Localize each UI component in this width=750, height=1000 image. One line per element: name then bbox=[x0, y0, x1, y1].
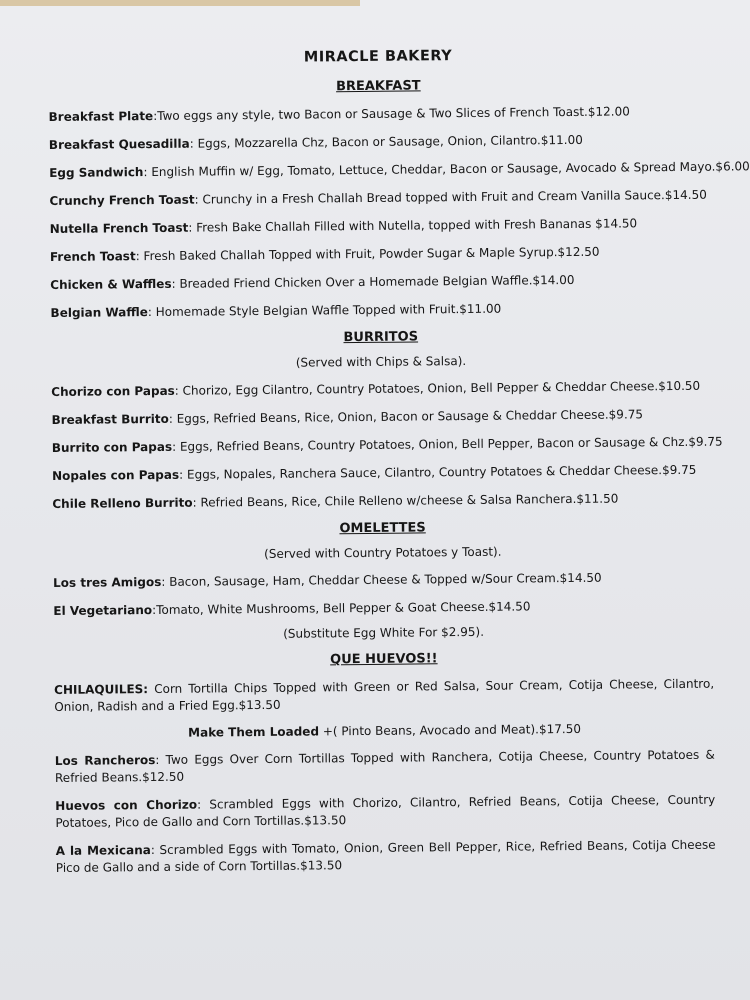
menu-item bbox=[51, 434, 723, 457]
item-name: French Toast bbox=[49, 249, 136, 264]
item-description: : Bacon, Sausage, Ham, Cheddar Cheese & Topped w/Sour Cream.$14.50 bbox=[161, 570, 602, 589]
section-heading-que-huevos: QUE HUEVOS!! bbox=[330, 651, 438, 668]
item-name: Breakfast Burrito bbox=[51, 411, 169, 427]
item-name: CHILAQUILES: bbox=[54, 682, 149, 697]
item-name: Nutella French Toast bbox=[49, 220, 189, 236]
section-note-burritos: (Served with Chips & Salsa). bbox=[295, 354, 467, 370]
menu-item bbox=[51, 406, 711, 429]
item-description: : English Muffin w/ Egg, Tomato, Lettuce, Cheddar, Bacon or Sausage, Avocado & Spread Mayo.$6.00 bbox=[143, 159, 750, 180]
item-name: Chile Relleno Burrito bbox=[52, 495, 193, 511]
section-heading-burritos: BURRITOS bbox=[343, 329, 419, 346]
menu-item bbox=[53, 569, 713, 592]
item-name: Burrito con Papas bbox=[51, 439, 173, 455]
item-description: : Eggs, Nopales, Ranchera Sauce, Cilantro, Country Potatoes & Cheddar Cheese.$9.75 bbox=[179, 462, 697, 482]
menu-item bbox=[55, 792, 715, 832]
item-description: : Eggs, Refried Beans, Rice, Onion, Bacon or Sausage & Cheddar Cheese.$9.75 bbox=[168, 407, 644, 426]
section-heading-omelettes: OMELETTES bbox=[339, 520, 426, 537]
item-name: Breakfast Quesadilla bbox=[48, 136, 190, 152]
item-description: :Tomato, White Mushrooms, Bell Pepper & Goat Cheese.$14.50 bbox=[152, 599, 531, 618]
menu-item bbox=[49, 131, 709, 154]
item-name: Huevos con Chorizo bbox=[55, 797, 198, 813]
item-description: : Two Eggs Over Corn Tortillas Topped with Ranchera, Cotija Cheese, Country Potatoes & Refried Beans.$12.50 bbox=[54, 747, 715, 785]
item-description: : Chorizo, Egg Cilantro, Country Potatoes, Onion, Bell Pepper & Cheddar Cheese.$10.50 bbox=[174, 378, 701, 398]
item-name: Crunchy French Toast bbox=[49, 192, 195, 208]
omelettes-footnote: (Substitute Egg White For $2.95). bbox=[283, 624, 485, 641]
menu-item bbox=[49, 187, 709, 210]
menu-item bbox=[49, 103, 709, 126]
item-description: : Breaded Friend Chicken Over a Homemade Belgian Waffle.$14.00 bbox=[171, 272, 575, 291]
section-note-omelettes: (Served with Country Potatoes y Toast). bbox=[264, 544, 502, 561]
item-description: : Homemade Style Belgian Waffle Topped with Fruit.$11.00 bbox=[147, 301, 502, 320]
section-heading-breakfast: BREAKFAST bbox=[335, 78, 421, 95]
menu-title: MIRACLE BAKERY bbox=[303, 48, 453, 66]
menu-item bbox=[50, 215, 710, 238]
item-name: Breakfast Plate bbox=[48, 108, 154, 124]
menu-item bbox=[52, 462, 712, 485]
item-description: : Scrambled Eggs with Chorizo, Cilantro, Refried Beans, Cotija Cheese, Country Potatoes, Pico de Gallo and Corn Tortillas.$13.50 bbox=[55, 792, 716, 830]
menu-item bbox=[53, 597, 713, 620]
table-edge bbox=[0, 0, 360, 6]
item-name: Belgian Waffle bbox=[50, 305, 148, 320]
item-description: +( Pinto Beans, Avocado and Meat).$17.50 bbox=[318, 721, 581, 739]
item-name: Los Rancheros bbox=[54, 753, 156, 768]
item-name: Nopales con Papas bbox=[52, 467, 180, 483]
item-description: :Two eggs any style, two Bacon or Sausage & Two Slices of French Toast.$12.00 bbox=[153, 104, 630, 123]
menu-item bbox=[51, 378, 711, 401]
menu-item bbox=[56, 837, 716, 877]
menu-content bbox=[48, 46, 750, 888]
menu-item bbox=[50, 299, 710, 322]
item-description: : Eggs, Mozzarella Chz, Bacon or Sausage, Onion, Cilantro.$11.00 bbox=[189, 132, 583, 151]
menu-item bbox=[50, 271, 710, 294]
item-description: Corn Tortilla Chips Topped with Green or Red Salsa, Sour Cream, Cotija Cheese, Cilantro, Onion, Radish and a Fried Egg.$13.50 bbox=[54, 676, 715, 714]
item-description: : Eggs, Refried Beans, Country Potatoes, Onion, Bell Pepper, Bacon or Sausage & Chz.$9.75 bbox=[172, 434, 723, 454]
item-description: : Fresh Baked Challah Topped with Fruit, Powder Sugar & Maple Syrup.$12.50 bbox=[135, 244, 600, 264]
item-name: Los tres Amigos bbox=[53, 574, 162, 590]
item-description: : Fresh Bake Challah Filled with Nutella, topped with Fresh Bananas $14.50 bbox=[188, 216, 638, 235]
item-name: Chicken & Waffles bbox=[50, 276, 172, 292]
item-name: Make Them Loaded bbox=[188, 724, 320, 740]
menu-item bbox=[52, 490, 712, 513]
loaded-option bbox=[54, 721, 714, 741]
item-name: Chorizo con Papas bbox=[51, 383, 175, 399]
item-description: : Crunchy in a Fresh Challah Bread topped with Fruit and Cream Vanilla Sauce.$14.50 bbox=[194, 187, 707, 207]
menu-item bbox=[55, 747, 715, 787]
item-description: : Refried Beans, Rice, Chile Relleno w/cheese & Salsa Ranchera.$11.50 bbox=[192, 491, 619, 510]
item-description: : Scrambled Eggs with Tomato, Onion, Green Bell Pepper, Rice, Refried Beans, Cotija Cheese Pico de Gallo and a side of Corn Tortillas.$13.50 bbox=[55, 837, 716, 875]
item-name: Egg Sandwich bbox=[49, 165, 144, 180]
menu-item bbox=[49, 159, 750, 182]
menu-item bbox=[54, 676, 714, 716]
item-name: El Vegetariano bbox=[53, 603, 153, 618]
menu-item bbox=[50, 243, 710, 266]
item-name: A la Mexicana bbox=[55, 843, 151, 858]
